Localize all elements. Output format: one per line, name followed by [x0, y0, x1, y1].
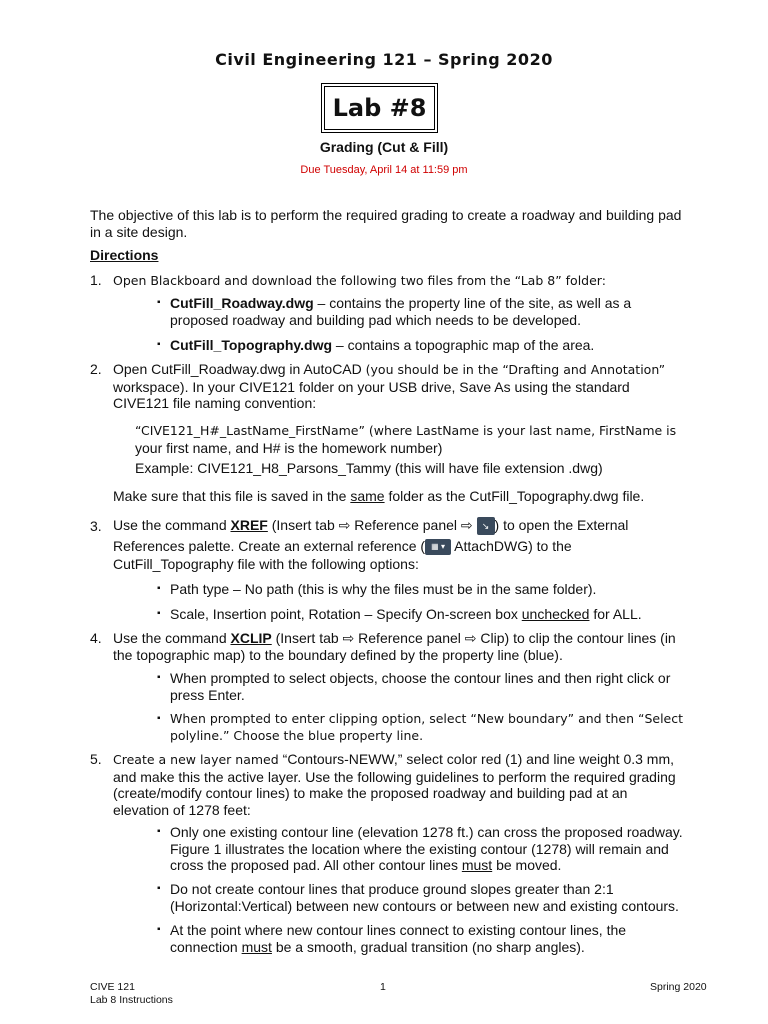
lab-subtitle: Grading (Cut & Fill): [319, 139, 449, 155]
bullet-text: Only one existing contour line (elevation 1278 ft.) can cross the proposed roadway.: [170, 824, 683, 840]
step-3-bullet-2: [170, 606, 690, 623]
footer-course: CIVE 121: [90, 981, 135, 993]
bullet-marker: ▪: [157, 297, 161, 308]
step-2-line: workspace). In your CIVE121 folder on your USB drive, Save As using the standard: [113, 378, 630, 395]
bullet-text: Figure 1 illustrates the location where the existing contour (1278) will remain and: [170, 840, 669, 857]
footer-term: Spring 2020: [650, 981, 707, 993]
step-4-line: (Insert tab ⇨ Reference panel ⇨ Clip) to clip the contour lines (in: [271, 630, 676, 646]
bullet-marker: ▪: [157, 883, 161, 894]
attach-dwg-icon: ▦ ▾: [425, 539, 451, 555]
bullet-marker: ▪: [157, 608, 161, 619]
step-3-line: (Insert tab ⇨ Reference panel ⇨: [267, 517, 477, 533]
lab-title-box: [321, 83, 438, 133]
step-5-number: 5.: [90, 751, 102, 767]
bullet-text: for ALL.: [589, 606, 642, 622]
bullet-text: (Horizontal:Vertical) between new contours or between new and existing contours.: [170, 897, 679, 914]
file-name-roadway: CutFill_Roadway.dwg: [170, 295, 314, 311]
bullet-marker: ▪: [157, 713, 161, 724]
course-title: Civil Engineering 121 – Spring 2020: [215, 50, 553, 69]
bullet-emphasis: must: [241, 938, 272, 955]
step-1-bullet-2: [170, 337, 690, 354]
page-number: 1: [380, 981, 386, 993]
bullet-text: – contains the property line of the site, as well as a: [313, 295, 632, 311]
step-4-number: 4.: [90, 630, 102, 646]
step-1-number: 1.: [90, 272, 102, 288]
bullet-text: When prompted to enter clipping option, select “New boundary” and then “Select: [170, 711, 684, 726]
bullet-text: Do not create contour lines that produce ground slopes greater than 2:1: [170, 881, 614, 897]
step-2-line: Open CutFill_Roadway.dwg in AutoCAD: [113, 361, 366, 377]
save-note-text: Make sure that this file is saved in the: [113, 488, 351, 504]
save-note: [113, 488, 644, 505]
lab-title: Lab #8: [332, 94, 427, 122]
bullet-text: connection: [170, 938, 242, 955]
step-3-line: ) to open the External: [494, 517, 629, 533]
step-1-bullet-1: [170, 295, 690, 328]
bullet-text: At the point where new contour lines connect to existing contour lines, the: [170, 922, 627, 938]
save-note-text: folder as the CutFill_Topography.dwg file.: [384, 488, 645, 504]
directions-heading: Directions: [90, 247, 159, 263]
bullet-marker: ▪: [157, 583, 161, 594]
bullet-emphasis: must: [461, 857, 493, 873]
step-2-line: (you should be in the “Drafting and Annotation”: [365, 362, 666, 377]
step-5-bullet-2: [170, 881, 710, 914]
step-4-text: [113, 630, 713, 663]
bullet-marker: ▪: [157, 826, 161, 837]
step-5-text: [113, 751, 723, 818]
step-3-text: [113, 514, 713, 573]
step-3-bullet-1: Path type – No path (this is why the files must be in the same folder).: [170, 581, 597, 597]
naming-example: Example: CIVE121_H8_Parsons_Tammy (this will have file extension .dwg): [135, 460, 603, 476]
intro-line-2: in a site design.: [90, 223, 188, 240]
step-2-line: CIVE121 file naming convention:: [113, 395, 317, 411]
bullet-marker: ▪: [157, 672, 161, 683]
step-5-line: Create a new layer named: [113, 752, 283, 767]
command-xclip: XCLIP: [230, 630, 272, 646]
bullet-marker: ▪: [157, 924, 161, 935]
naming-convention-text: “CIVE121_H#_LastName_FirstName”: [135, 423, 365, 438]
bullet-text: – contains a topographic map of the area.: [332, 337, 595, 353]
step-5-line: and make this the active layer. Use the following guidelines to perform the required grading: [113, 768, 676, 785]
step-3-line: CutFill_Topography file with the following options:: [113, 556, 419, 572]
step-2-number: 2.: [90, 361, 102, 377]
step-5-line: “Contours-NEWW,” select color red (1) and line weight 0.3 mm,: [282, 751, 675, 767]
intro-line-1: The objective of this lab is to perform the required grading to create a roadway and building pad: [90, 207, 682, 223]
due-date: Due Tuesday, April 14 at 11:59 pm: [300, 164, 468, 176]
step-5-line: elevation of 1278 feet:: [113, 801, 251, 818]
step-5-bullet-1: [170, 824, 710, 874]
step-2-text: [113, 361, 713, 412]
step-3-line: AttachDWG) to the: [451, 538, 572, 554]
step-3-line: Use the command: [113, 517, 231, 533]
naming-convention: [135, 422, 715, 456]
xref-panel-icon: ↘: [477, 517, 495, 535]
step-3-number: 3.: [90, 518, 102, 534]
save-note-emphasis: same: [350, 488, 385, 504]
command-xref: XREF: [230, 517, 268, 533]
footer-left: [90, 981, 173, 1007]
step-1-text: Open Blackboard and download the following two files from the “Lab 8” folder:: [113, 273, 606, 288]
bullet-marker: ▪: [157, 339, 161, 350]
bullet-text: polyline.” Choose the blue property line.: [170, 727, 424, 743]
intro-paragraph: [90, 207, 710, 240]
file-name-topography: CutFill_Topography.dwg: [170, 337, 333, 353]
step-5-line: (create/modify contour lines) to make the proposed roadway and building pad at an: [113, 785, 628, 801]
bullet-text: cross the proposed pad. All other contour lines: [170, 857, 462, 873]
step-5-bullet-3: [170, 922, 710, 955]
naming-convention-text: (where LastName is your last name, FirstName is: [364, 423, 677, 438]
step-3-line: References palette. Create an external reference (: [113, 538, 426, 554]
step-4-bullet-1: [170, 670, 690, 703]
step-4-line: Use the command: [113, 630, 231, 646]
step-4-line: the topographic map) to the boundary defined by the property line (blue).: [113, 646, 563, 663]
bullet-text: Scale, Insertion point, Rotation – Specify On-screen box: [170, 606, 522, 622]
step-4-bullet-2: [170, 711, 690, 744]
bullet-text: press Enter.: [170, 686, 245, 703]
bullet-text: proposed roadway and building pad which needs to be developed.: [170, 311, 581, 328]
naming-convention-text: your first name, and H# is the homework number): [135, 439, 443, 456]
bullet-text: be a smooth, gradual transition (no sharp angles).: [271, 938, 585, 955]
bullet-emphasis: unchecked: [521, 606, 590, 622]
bullet-text: When prompted to select objects, choose the contour lines and then right click or: [170, 670, 671, 686]
bullet-text: be moved.: [492, 857, 562, 873]
footer-doc-name: Lab 8 Instructions: [90, 994, 173, 1006]
